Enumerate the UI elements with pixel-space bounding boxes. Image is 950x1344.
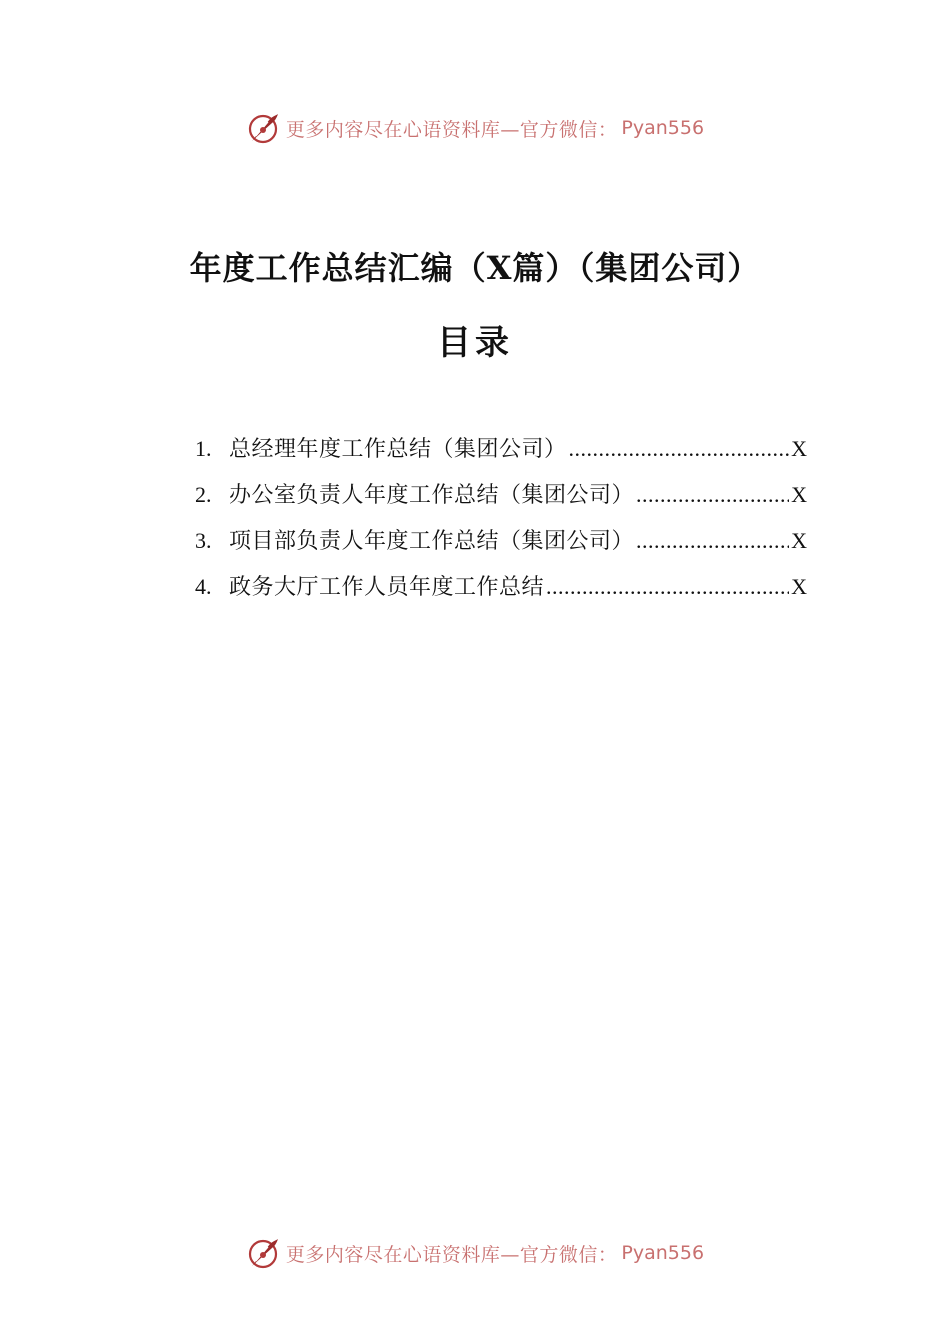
toc-entry-number: 2. (195, 482, 212, 507)
toc-dot-leader (569, 436, 790, 462)
footer-banner (0, 1231, 950, 1275)
toc-dot-leader (546, 574, 789, 600)
toc-entry-title: 总经理年度工作总结（集团公司） (229, 437, 567, 462)
toc-entry-page: X (791, 574, 807, 599)
toc-entry-title: 办公室负责人年度工作总结（集团公司） (229, 483, 635, 508)
quill-pen-logo-icon (246, 111, 280, 145)
document-title: 年度工作总结汇编（X篇）（集团公司） (189, 249, 761, 287)
toc-entry-title: 项目部负责人年度工作总结（集团公司） (229, 529, 635, 554)
quill-pen-logo-icon (246, 1236, 280, 1270)
toc-dot-leader (636, 528, 789, 554)
toc-entry-page: X (791, 528, 807, 553)
toc-entry[interactable] (195, 478, 807, 524)
toc-dot-leader (636, 482, 789, 508)
toc-entry-title: 政务大厅工作人员年度工作总结 (229, 575, 545, 600)
toc-entry-number: 1. (195, 436, 212, 461)
footer-wechat-id: Pyan556 (621, 1242, 705, 1264)
toc-entry-number: 4. (195, 574, 212, 599)
header-wechat-id: Pyan556 (621, 117, 705, 139)
toc-entry-page: X (791, 436, 807, 461)
toc-entry[interactable] (195, 524, 807, 570)
toc-entry[interactable] (195, 570, 807, 616)
table-of-contents (195, 432, 807, 616)
toc-entry-number: 3. (195, 528, 212, 553)
toc-entry-page: X (791, 482, 807, 507)
toc-heading: 目录 (437, 323, 513, 363)
header-banner (0, 106, 950, 150)
footer-slogan: 更多内容尽在心语资料库—官方微信： (285, 1243, 618, 1266)
header-slogan: 更多内容尽在心语资料库—官方微信： (285, 118, 618, 141)
toc-entry[interactable] (195, 432, 807, 478)
